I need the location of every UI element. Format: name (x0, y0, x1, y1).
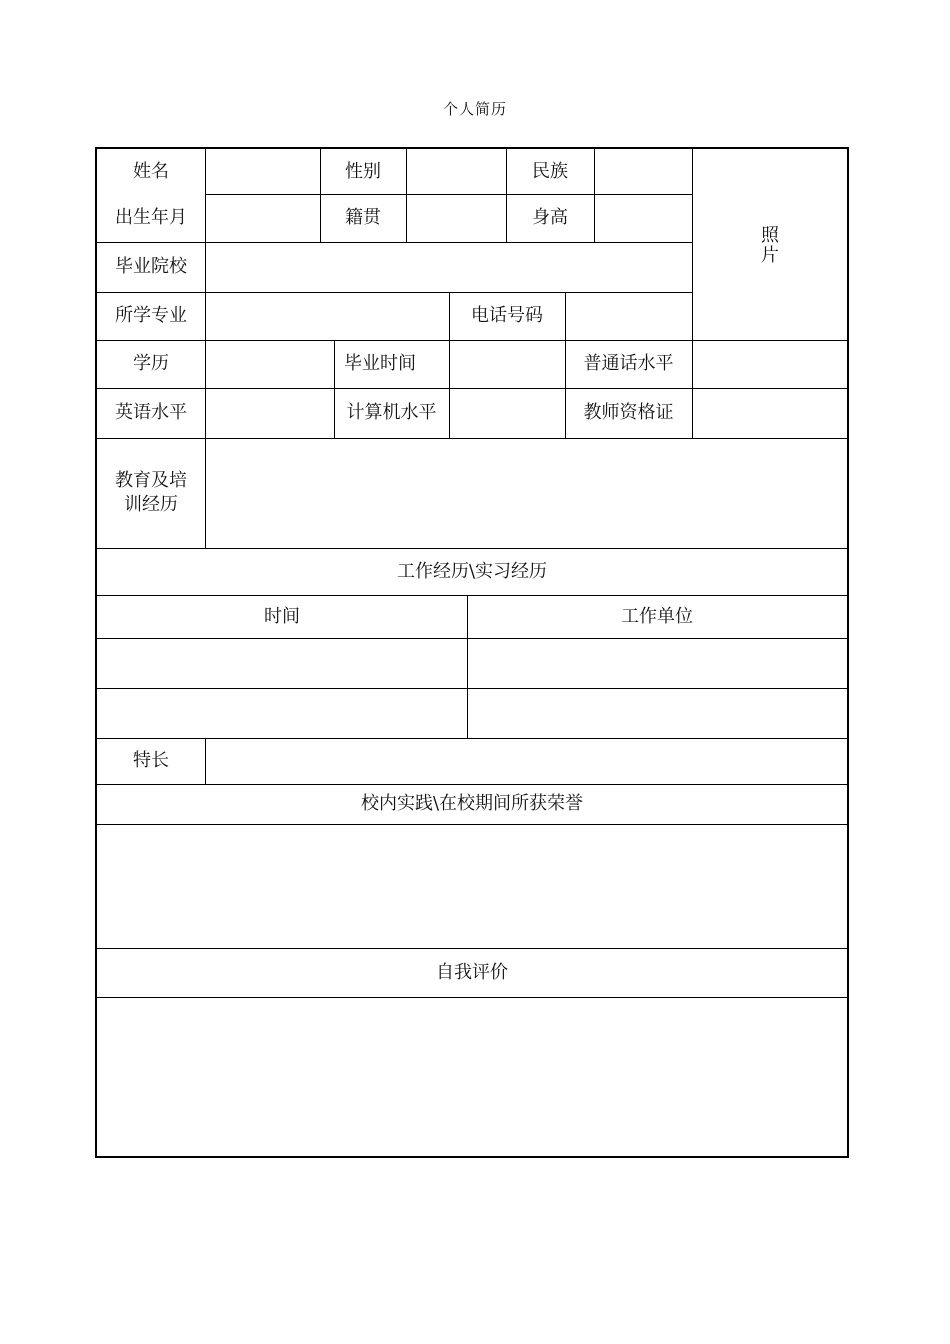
label-specialty: 特长 (133, 750, 169, 771)
label-name: 姓名 (133, 160, 169, 182)
field-graduation-time[interactable] (449, 340, 565, 388)
label-native-place: 籍贯 (345, 207, 381, 228)
label-height: 身高 (532, 207, 568, 228)
document-title: 个人简历 (442, 100, 507, 118)
label-gender: 性别 (345, 160, 381, 182)
work-time-field-1[interactable] (97, 638, 467, 688)
label-english-level: 英语水平 (115, 402, 187, 423)
field-gender[interactable] (406, 149, 506, 194)
field-birth-date[interactable] (205, 194, 320, 242)
work-time-field-2[interactable] (97, 688, 467, 738)
field-training[interactable] (205, 438, 847, 548)
label-training: 教育及培训经历 (115, 470, 187, 515)
section-campus-title: 校内实践\在校期间所获荣誉 (360, 793, 584, 814)
field-computer-level[interactable] (449, 388, 565, 438)
field-school[interactable] (205, 242, 692, 292)
field-height[interactable] (594, 194, 692, 242)
field-education[interactable] (205, 340, 334, 388)
label-ethnicity: 民族 (532, 160, 568, 182)
field-name[interactable] (205, 149, 320, 194)
label-mandarin-level: 普通话水平 (583, 353, 674, 374)
field-native-place[interactable] (406, 194, 506, 242)
label-phone: 电话号码 (471, 305, 543, 326)
label-education: 学历 (133, 353, 169, 374)
label-teacher-cert: 教师资格证 (583, 402, 674, 423)
label-major: 所学专业 (115, 305, 187, 326)
section-self-eval-title: 自我评价 (436, 961, 508, 983)
work-unit-field-2[interactable] (467, 688, 847, 738)
field-phone[interactable] (565, 292, 692, 340)
label-graduation-time: 毕业时间 (344, 353, 416, 374)
field-self-eval[interactable] (97, 997, 847, 1156)
label-computer-level: 计算机水平 (346, 402, 437, 423)
field-english-level[interactable] (205, 388, 334, 438)
field-campus[interactable] (97, 824, 847, 948)
work-unit-field-1[interactable] (467, 638, 847, 688)
photo-box[interactable]: 照片 (761, 224, 779, 266)
field-major[interactable] (205, 292, 449, 340)
field-specialty[interactable] (205, 738, 847, 784)
work-col-time: 时间 (264, 605, 300, 627)
field-mandarin-level[interactable] (692, 340, 847, 388)
work-col-unit: 工作单位 (621, 605, 693, 627)
section-work-title: 工作经历\实习经历 (396, 560, 548, 582)
resume-form-table (95, 147, 849, 1158)
label-school: 毕业院校 (115, 256, 187, 277)
label-birth-date: 出生年月 (115, 207, 187, 228)
field-teacher-cert[interactable] (692, 388, 847, 438)
field-ethnicity[interactable] (594, 149, 692, 194)
